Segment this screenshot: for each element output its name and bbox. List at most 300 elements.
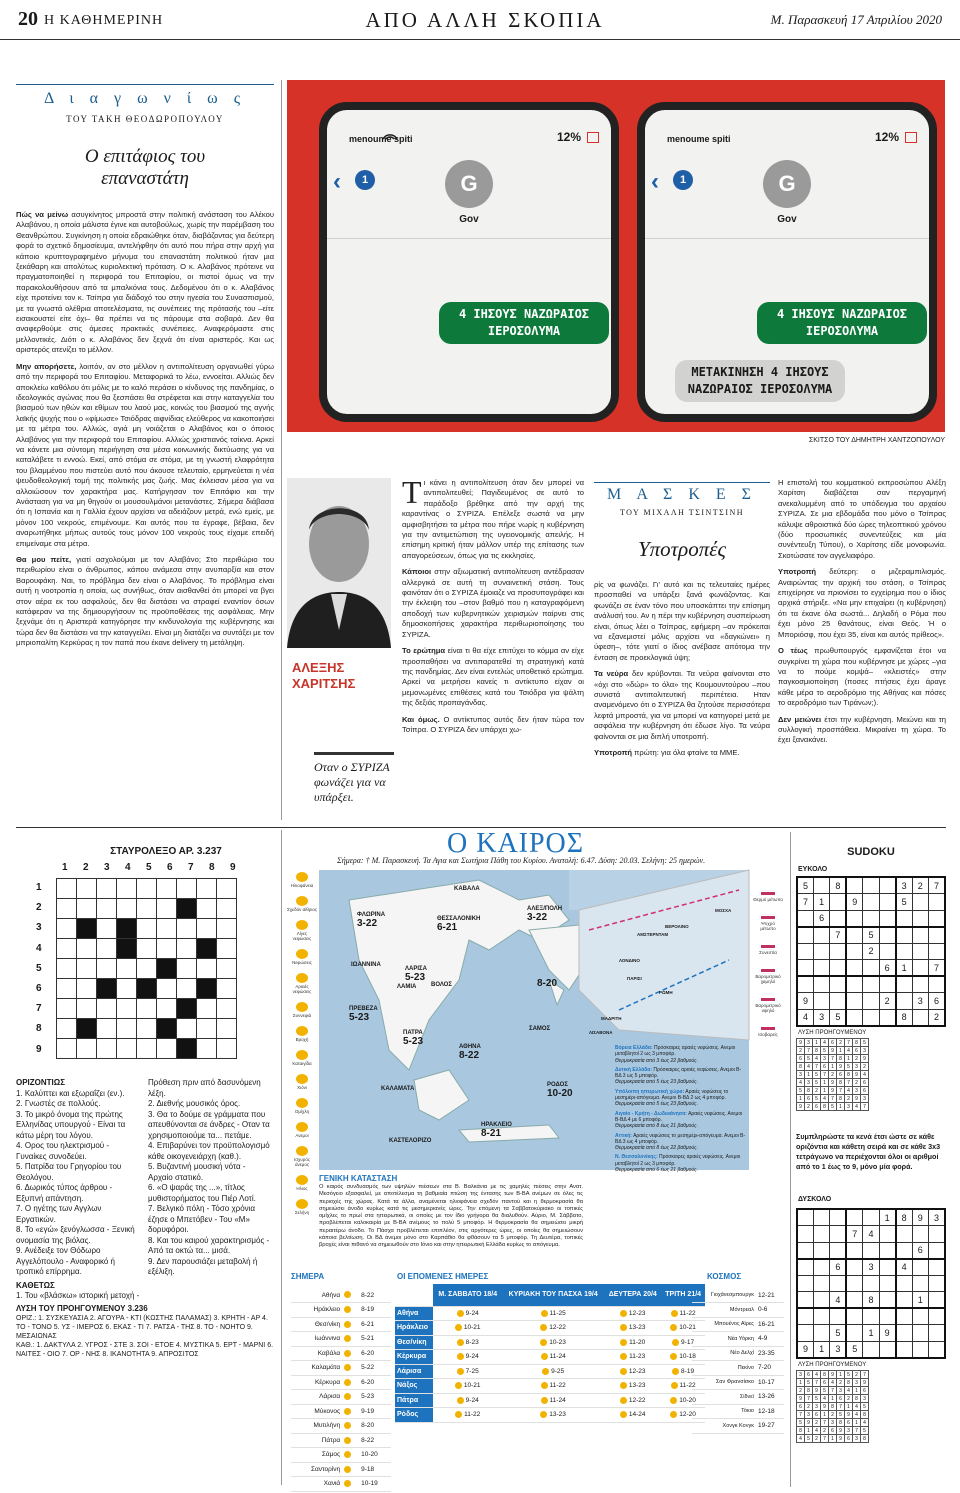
crossword-cell[interactable]	[217, 979, 237, 999]
crossword-cell[interactable]	[137, 939, 157, 959]
crossword-black-cell	[177, 999, 197, 1019]
sudoku-cell[interactable]	[813, 877, 829, 894]
sudoku-cell: 1	[853, 1387, 861, 1395]
crossword-cell[interactable]	[57, 899, 77, 919]
sudoku-cell[interactable]	[879, 1341, 895, 1358]
sudoku-cell[interactable]	[846, 1242, 862, 1259]
sudoku-cell: 2	[829, 1411, 837, 1419]
sun-icon	[344, 1350, 351, 1357]
sudoku-cell[interactable]	[846, 877, 862, 894]
sudoku-cell[interactable]	[863, 960, 879, 977]
crossword-cell[interactable]	[177, 879, 197, 899]
sudoku-cell[interactable]	[863, 1209, 879, 1226]
weather-icon	[296, 1074, 308, 1084]
sudoku-hard-grid[interactable]	[796, 1208, 946, 1359]
sudoku-cell[interactable]	[797, 1259, 813, 1276]
crossword-cell[interactable]	[97, 919, 117, 939]
crossword-cell[interactable]	[57, 919, 77, 939]
sudoku-cell[interactable]	[912, 1341, 928, 1358]
sudoku-cell[interactable]	[863, 1275, 879, 1292]
crossword-cell[interactable]	[197, 1019, 217, 1039]
crossword-cell[interactable]	[137, 879, 157, 899]
contact-name: Gov	[459, 214, 479, 225]
sudoku-cell: 5	[845, 1063, 853, 1071]
legend-item	[287, 896, 317, 912]
sudoku-cell[interactable]	[929, 894, 946, 911]
sudoku-cell[interactable]	[846, 960, 862, 977]
sudoku-cell[interactable]	[896, 976, 912, 993]
temp: 11-22	[677, 1309, 696, 1317]
crossword-cell[interactable]	[157, 879, 177, 899]
map-city	[403, 1030, 423, 1047]
crossword-cell[interactable]	[77, 899, 97, 919]
crossword-cell[interactable]	[117, 959, 137, 979]
sudoku-cell: 5	[829, 1103, 837, 1111]
sudoku-cell[interactable]	[830, 910, 846, 927]
sudoku-row	[797, 1063, 869, 1071]
sun-icon	[344, 1321, 351, 1328]
crossword-cell[interactable]	[97, 939, 117, 959]
sudoku-cell[interactable]	[813, 1259, 829, 1276]
crossword-cell[interactable]	[97, 999, 117, 1019]
forecast-cell	[433, 1393, 502, 1408]
crossword-cell[interactable]	[217, 1039, 237, 1059]
today-row	[291, 1448, 391, 1463]
sudoku-cell[interactable]	[896, 1275, 912, 1292]
map-city-temp: 6-21	[437, 922, 458, 933]
sudoku-cell[interactable]	[912, 960, 928, 977]
crossword-cell[interactable]	[177, 979, 197, 999]
sudoku-cell[interactable]	[879, 1275, 895, 1292]
sudoku-cell[interactable]	[912, 1325, 928, 1342]
map-city-name: ΛΑΜΙΑ	[397, 984, 417, 990]
temp: 8-19	[359, 1303, 391, 1318]
sudoku-prev-easy	[796, 1038, 869, 1111]
back-arrow-icon[interactable]: ‹	[333, 168, 341, 195]
sudoku-cell[interactable]	[846, 1308, 862, 1325]
sudoku-cell: 6	[837, 1395, 845, 1403]
crossword-cell[interactable]	[57, 879, 77, 899]
sudoku-cell[interactable]	[797, 927, 813, 944]
sudoku-cell: 9	[912, 1209, 928, 1226]
city: Ηράκλειο	[291, 1303, 342, 1318]
crossword-cell[interactable]	[97, 959, 117, 979]
sudoku-cell[interactable]	[830, 960, 846, 977]
sudoku-cell: 5	[805, 1055, 813, 1063]
sudoku-cell[interactable]	[929, 1292, 946, 1309]
sudoku-cell[interactable]	[863, 894, 879, 911]
crossword-cell[interactable]	[157, 939, 177, 959]
crossword-cell[interactable]	[197, 1039, 217, 1059]
sudoku-cell: 6	[797, 1055, 805, 1063]
legend-label: Νεφώσεις	[292, 960, 312, 965]
forecast-cell	[604, 1379, 661, 1394]
sudoku-cell[interactable]	[797, 1292, 813, 1309]
sudoku-cell[interactable]	[879, 927, 895, 944]
city: Νέα Υόρκη	[692, 1332, 756, 1347]
sun-icon	[342, 1332, 359, 1347]
sudoku-cell[interactable]	[863, 910, 879, 927]
sudoku-cell: 5	[797, 1087, 805, 1095]
crossword-cell[interactable]	[197, 999, 217, 1019]
crossword-cell[interactable]	[197, 919, 217, 939]
crossword-cell[interactable]	[57, 939, 77, 959]
paragraph: δεύτερη: ο μιζεραμπιλισμός. Αναιρώντας την αρχική του στάση, ο Τσίπρας επιχείρησε να πριονίσει το εγχείρημα που ο ίδιος αρχικά στήριξε. «Να μην επιχαίρει (η κυβέρνηση) ότι τα έκανε όλα σωστά... Δηλαδή ο Ρόμα που έχει μόνο 25 θανάτους, είναι Θεός. Ή ο Μποριόσφ, που έχει 35, είναι και αυτός πρίθεος».	[778, 567, 946, 639]
crossword-cell[interactable]	[137, 999, 157, 1019]
temp: 13-23	[627, 1382, 646, 1390]
sudoku-cell[interactable]	[879, 910, 895, 927]
legend-item	[287, 872, 317, 888]
sudoku-cell[interactable]	[879, 1292, 895, 1309]
sudoku-cell[interactable]	[879, 976, 895, 993]
sudoku-cell[interactable]	[830, 943, 846, 960]
portrait-photo	[287, 478, 391, 648]
crossword-cell[interactable]	[77, 1039, 97, 1059]
crossword-cell[interactable]	[197, 879, 217, 899]
sudoku-cell[interactable]	[830, 1226, 846, 1243]
sudoku-prev-hard	[796, 1370, 869, 1443]
crossword-cell[interactable]	[137, 1039, 157, 1059]
sudoku-cell[interactable]	[813, 1242, 829, 1259]
sudoku-cell[interactable]	[846, 943, 862, 960]
back-arrow-icon[interactable]: ‹	[651, 168, 659, 195]
crossword-cell[interactable]	[157, 899, 177, 919]
weather-legend	[287, 872, 317, 1223]
crossword-cell[interactable]	[117, 1039, 137, 1059]
crossword-column-numbers	[56, 862, 245, 874]
phone-right	[637, 102, 937, 422]
crossword-cell[interactable]	[77, 999, 97, 1019]
crossword-cell[interactable]	[177, 959, 197, 979]
clue: 5. Βυζαντινή μουσική νότα - Αρχαίο στατικό.	[148, 1162, 246, 1182]
sudoku-cell: 1	[845, 1055, 853, 1063]
sudoku-cell[interactable]	[896, 1292, 912, 1309]
sun-icon	[342, 1375, 359, 1390]
sudoku-cell[interactable]	[929, 1259, 946, 1276]
sun-icon	[342, 1433, 359, 1448]
clue: 7. Βελγικό πόλη - Τόσο χρόνια έζησε ο Μπετόβεν - Του «Μ» δορυφόροι.	[148, 1204, 256, 1234]
sudoku-cell[interactable]	[846, 927, 862, 944]
region-temp: Θερμοκρασία από 8 έως 22 βαθμούς.	[615, 1145, 698, 1152]
sudoku-cell: 3	[863, 1259, 879, 1276]
legend-label: Λίγες νεφώσεις	[292, 931, 312, 941]
sudoku-cell[interactable]	[813, 1308, 829, 1325]
crossword-cell[interactable]	[137, 919, 157, 939]
sudoku-cell[interactable]	[929, 976, 946, 993]
sudoku-cell[interactable]	[846, 1325, 862, 1342]
world-row	[692, 1303, 784, 1318]
sudoku-cell[interactable]	[912, 894, 928, 911]
region-temp: Θερμοκρασία από 8 έως 21 βαθμούς.	[615, 1123, 698, 1130]
map-city-name: ΠΡΕΒΕΖΑ	[349, 1006, 378, 1012]
sudoku-cell[interactable]	[797, 1226, 813, 1243]
crossword-black-cell	[77, 919, 97, 939]
sudoku-cell[interactable]	[813, 976, 829, 993]
crossword-cell[interactable]	[117, 1019, 137, 1039]
sudoku-cell: 9	[837, 1063, 845, 1071]
sudoku-cell[interactable]	[912, 943, 928, 960]
city: Καβάλα	[291, 1346, 342, 1361]
sudoku-cell[interactable]	[896, 1341, 912, 1358]
sudoku-cell: 8	[821, 1103, 829, 1111]
sudoku-cell[interactable]	[797, 976, 813, 993]
sudoku-cell[interactable]	[830, 1275, 846, 1292]
sudoku-cell: 6	[929, 993, 946, 1010]
sudoku-cell[interactable]	[813, 1275, 829, 1292]
sudoku-cell: 7	[805, 1047, 813, 1055]
clue: 8. Το «εγώ» ξενόγλωσσα - Ξενική ονομασία της βιόλας.	[16, 1225, 135, 1245]
sudoku-cell[interactable]	[879, 877, 895, 894]
sudoku-row	[797, 1427, 869, 1435]
sudoku-cell[interactable]	[929, 1308, 946, 1325]
sudoku-cell[interactable]	[830, 1242, 846, 1259]
crossword-grid[interactable]	[56, 878, 237, 1059]
sudoku-cell[interactable]	[929, 927, 946, 944]
sun-icon	[344, 1437, 351, 1444]
crossword-cell[interactable]	[217, 939, 237, 959]
sudoku-cell[interactable]	[912, 1275, 928, 1292]
map-city	[529, 1026, 550, 1032]
sudoku-cell: 6	[861, 1087, 869, 1095]
temp: 16-21	[756, 1317, 784, 1332]
sudoku-cell[interactable]	[863, 1308, 879, 1325]
sudoku-cell[interactable]	[863, 1242, 879, 1259]
sudoku-cell[interactable]	[846, 1259, 862, 1276]
crossword-cell[interactable]	[57, 1039, 77, 1059]
sudoku-cell[interactable]	[846, 1209, 862, 1226]
sudoku-cell[interactable]	[896, 1325, 912, 1342]
weather-map	[319, 870, 749, 1174]
crossword-cell[interactable]	[217, 999, 237, 1019]
sudoku-cell[interactable]	[929, 910, 946, 927]
sun-icon	[342, 1419, 359, 1434]
sudoku-cell[interactable]	[797, 1275, 813, 1292]
sudoku-cell[interactable]	[830, 1209, 846, 1226]
sudoku-cell[interactable]	[929, 943, 946, 960]
sudoku-cell[interactable]	[863, 877, 879, 894]
sudoku-cell[interactable]	[797, 1242, 813, 1259]
sudoku-cell[interactable]	[912, 976, 928, 993]
crossword-cell[interactable]	[57, 999, 77, 1019]
crossword-cell[interactable]	[157, 1039, 177, 1059]
sudoku-easy-grid[interactable]	[796, 876, 946, 1027]
sudoku-cell[interactable]	[813, 927, 829, 944]
sudoku-cell[interactable]	[813, 993, 829, 1010]
hard-label: ΔΥΣΚΟΛΟ	[798, 1196, 832, 1203]
sudoku-cell[interactable]	[830, 1308, 846, 1325]
sudoku-cell[interactable]	[797, 960, 813, 977]
crossword-cell[interactable]	[97, 899, 117, 919]
sudoku-cell[interactable]	[813, 943, 829, 960]
sudoku-row	[797, 943, 945, 960]
sudoku-cell[interactable]	[846, 1009, 862, 1026]
sudoku-cell[interactable]	[863, 976, 879, 993]
sudoku-cell: 6	[829, 1039, 837, 1047]
sudoku-cell[interactable]	[896, 927, 912, 944]
sudoku-cell[interactable]	[879, 1242, 895, 1259]
sudoku-cell[interactable]	[879, 1226, 895, 1243]
battery-label: 12%	[556, 130, 581, 144]
crossword-cell[interactable]	[137, 899, 157, 919]
temp: 11-25	[547, 1309, 566, 1317]
crossword-cell[interactable]	[97, 879, 117, 899]
sudoku-cell[interactable]	[929, 1242, 946, 1259]
sudoku-cell[interactable]	[896, 1242, 912, 1259]
crossword-cell[interactable]	[77, 959, 97, 979]
crossword-cell[interactable]	[217, 959, 237, 979]
crossword-cell[interactable]	[197, 899, 217, 919]
sudoku-cell[interactable]	[896, 943, 912, 960]
divider	[645, 238, 929, 239]
sudoku-cell[interactable]	[830, 976, 846, 993]
page-header	[0, 0, 960, 40]
sudoku-cell: 3	[837, 1387, 845, 1395]
sudoku-cell[interactable]	[813, 1325, 829, 1342]
sudoku-cell[interactable]	[896, 1308, 912, 1325]
sudoku-cell[interactable]	[912, 1009, 928, 1026]
sudoku-cell[interactable]	[797, 910, 813, 927]
sudoku-cell: 3	[861, 1395, 869, 1403]
crossword-cell[interactable]	[77, 979, 97, 999]
sudoku-cell[interactable]	[846, 1275, 862, 1292]
crossword-cell[interactable]	[177, 919, 197, 939]
sudoku-cell[interactable]	[863, 1341, 879, 1358]
next-days-title: ΟΙ ΕΠΟΜΕΝΕΣ ΗΜΕΡΕΣ	[397, 1272, 489, 1281]
sudoku-cell[interactable]	[929, 1226, 946, 1243]
paragraph: πρωθυπουργός εμφανίζεται έτοι να συγκρίνει τη χώρα που κυβέρνησε με χώρες –για να το πούμε κομψά– «κλειστές» στην παγκοσμιοποίηση (ποσες πτήσεις έχει άραγε κάθε μέρα το αεροδρόμιο της Αθήνας και πόσες το αεροδρόμιο των Τιράνων;).	[778, 646, 946, 708]
sudoku-row	[797, 1079, 869, 1087]
crossword-cell[interactable]	[57, 979, 77, 999]
clue: 1. Καλύπτει και εξωραΐζει (εν.).	[16, 1088, 125, 1098]
sudoku-cell[interactable]	[929, 1325, 946, 1342]
temp: 9-24	[463, 1353, 479, 1361]
sudoku-cell: 3	[853, 1435, 861, 1443]
crossword-cell[interactable]	[157, 999, 177, 1019]
sudoku-cell[interactable]	[912, 1308, 928, 1325]
sudoku-cell[interactable]	[797, 1325, 813, 1342]
temp: 23-35	[756, 1346, 784, 1361]
map-city	[381, 1086, 414, 1092]
map-city-temp: 8-22	[459, 1050, 480, 1061]
sudoku-cell[interactable]	[879, 1009, 895, 1026]
crossword-cell[interactable]	[217, 899, 237, 919]
sudoku-cell[interactable]	[879, 894, 895, 911]
city: Θεσ/νίκη	[395, 1335, 433, 1350]
sudoku-cell[interactable]	[863, 993, 879, 1010]
sudoku-row	[797, 894, 945, 911]
sudoku-cell[interactable]	[896, 993, 912, 1010]
sudoku-cell: 1	[912, 1292, 928, 1309]
sudoku-cell: 7	[846, 1226, 862, 1243]
sudoku-cell[interactable]	[863, 1009, 879, 1026]
sudoku-cell: 4	[797, 1435, 805, 1443]
sudoku-cell[interactable]	[912, 927, 928, 944]
crossword-cell[interactable]	[77, 939, 97, 959]
crossword-cell[interactable]	[97, 1039, 117, 1059]
sudoku-cell[interactable]	[813, 960, 829, 977]
crossword-cell[interactable]	[217, 919, 237, 939]
portrait-quote: Οταν ο ΣΥΡΙΖΑ φωνάζει για να υπάρξει.	[314, 760, 390, 804]
sudoku-cell[interactable]	[797, 1308, 813, 1325]
crossword-cell[interactable]	[157, 919, 177, 939]
sudoku-cell[interactable]	[813, 1226, 829, 1243]
crossword-cell[interactable]	[117, 899, 137, 919]
quote-rule	[314, 752, 394, 755]
legend-label: Βαρομετρικό υψηλό	[755, 1003, 781, 1013]
sudoku-cell[interactable]	[846, 910, 862, 927]
crossword-cell[interactable]	[57, 1019, 77, 1039]
across-clues	[16, 1089, 140, 1278]
crossword-black-cell	[177, 899, 197, 919]
sudoku-cell[interactable]	[830, 894, 846, 911]
crossword-cell[interactable]	[217, 1019, 237, 1039]
crossword-cell[interactable]	[117, 999, 137, 1019]
sudoku-cell[interactable]	[797, 943, 813, 960]
sudoku-cell[interactable]	[929, 1275, 946, 1292]
crossword-cell[interactable]	[137, 959, 157, 979]
crossword-cell[interactable]	[77, 879, 97, 899]
sudoku-cell[interactable]	[846, 993, 862, 1010]
sudoku-cell[interactable]	[813, 1292, 829, 1309]
legend-item	[287, 1002, 317, 1018]
sudoku-cell: 6	[861, 1387, 869, 1395]
legend-item	[753, 945, 783, 955]
sudoku-cell: 2	[813, 1435, 821, 1443]
temp: 8-23	[463, 1338, 479, 1346]
sudoku-cell: 1	[797, 1095, 805, 1103]
sudoku-cell[interactable]	[830, 993, 846, 1010]
crossword-cell[interactable]	[177, 939, 197, 959]
crossword-cell[interactable]	[217, 879, 237, 899]
city: Μόντρεαλ	[692, 1303, 756, 1318]
sudoku-cell[interactable]	[912, 1226, 928, 1243]
sudoku-cell[interactable]	[896, 910, 912, 927]
crossword-cell[interactable]	[97, 1019, 117, 1039]
sudoku-cell: 4	[829, 1379, 837, 1387]
crossword-cell[interactable]	[137, 1019, 157, 1039]
sudoku-row	[797, 1341, 945, 1358]
sudoku-cell[interactable]	[879, 1308, 895, 1325]
sudoku-cell[interactable]	[912, 910, 928, 927]
crossword-cell[interactable]	[177, 1019, 197, 1039]
sudoku-cell[interactable]	[879, 943, 895, 960]
crossword-cell[interactable]	[197, 959, 217, 979]
sun-icon	[342, 1390, 359, 1405]
sudoku-cell[interactable]	[797, 1209, 813, 1226]
sudoku-cell: 5	[896, 894, 912, 911]
crossword-cell[interactable]	[57, 959, 77, 979]
crossword-cell[interactable]	[117, 879, 137, 899]
sudoku-cell[interactable]	[879, 1259, 895, 1276]
map-city-name: ΣΑΜΟΣ	[529, 1026, 551, 1032]
world-row	[692, 1375, 784, 1390]
sudoku-cell[interactable]	[929, 1341, 946, 1358]
sudoku-cell: 7	[813, 1379, 821, 1387]
sudoku-cell[interactable]	[813, 1209, 829, 1226]
sudoku-row	[797, 1308, 945, 1325]
sudoku-cell: 5	[821, 1387, 829, 1395]
sudoku-cell[interactable]	[846, 976, 862, 993]
legend-label: Βροχή	[295, 1037, 309, 1042]
region-name: Βόρεια Ελλάδα:	[615, 1045, 653, 1051]
crossword-cell[interactable]	[157, 979, 177, 999]
sudoku-cell[interactable]	[846, 1292, 862, 1309]
crossword-cell[interactable]	[117, 979, 137, 999]
sudoku-cell[interactable]	[912, 1259, 928, 1276]
sudoku-cell: 6	[829, 1427, 837, 1435]
temp: 10-18	[677, 1353, 696, 1361]
sudoku-cell[interactable]	[896, 1226, 912, 1243]
